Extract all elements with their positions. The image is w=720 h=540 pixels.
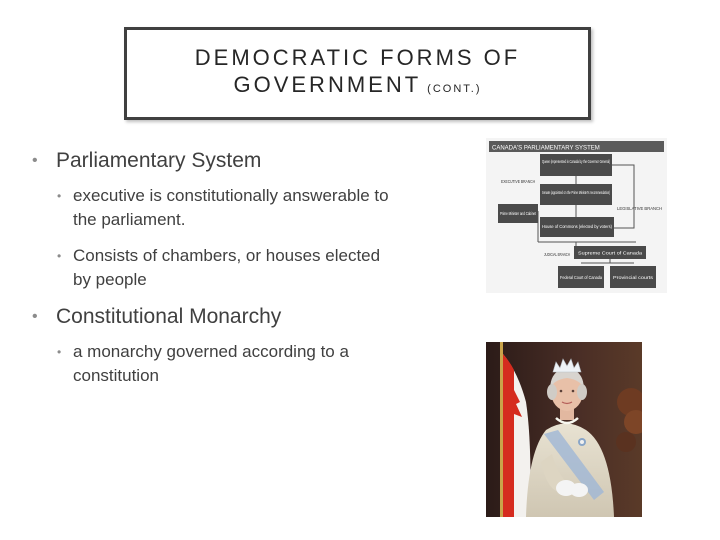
diagram-text-crown: Queen (represented in Canada by the Governor General) (542, 159, 611, 164)
bullet-dot: • (57, 345, 62, 359)
bullet-dot: • (57, 189, 62, 203)
slide-title-suffix: (CONT.) (427, 83, 482, 95)
bullet-text: Consists of chambers, or houses elected by people (73, 246, 381, 289)
slide-title-line1: DEMOCRATIC FORMS OF (194, 45, 521, 70)
diagram-text-commons: House of Commons (elected by voters) (542, 224, 613, 229)
queen-portrait-image (486, 342, 642, 517)
bullet-level1 (30, 304, 470, 330)
diagram-header: CANADA'S PARLIAMENTARY SYSTEM (492, 145, 600, 152)
slide-title-line2 (233, 71, 481, 103)
bullet-dot: • (32, 308, 38, 325)
diagram-text-pm: Prime Minister and Cabinet (500, 211, 537, 216)
diagram-label-judicial: JUDICIAL BRANCH (544, 252, 570, 257)
bullet-text: Constitutional Monarchy (56, 305, 282, 328)
diagram-text-supreme: Supreme Court of Canada (578, 250, 643, 256)
bullet-level1 (30, 148, 470, 174)
diagram-label-executive: EXECUTIVE BRANCH (501, 179, 535, 184)
bullet-level2 (30, 184, 393, 232)
bullet-text: a monarchy governed according to a constitution (73, 342, 349, 385)
diagram-text-provincial: Provincial courts (613, 275, 653, 280)
bullet-text: executive is constitutionally answerable to the parliament. (73, 186, 389, 229)
bullet-dot: • (32, 152, 38, 169)
bullet-text: Parliamentary System (56, 149, 262, 172)
bullet-dot: • (57, 249, 62, 263)
diagram-box-crown (540, 154, 612, 176)
diagram-text-federal: Federal Court of Canada (560, 275, 603, 280)
bullet-list (30, 148, 470, 400)
title-box (124, 27, 591, 120)
parliamentary-system-diagram (486, 138, 667, 293)
slide-title-main: GOVERNMENT (233, 72, 422, 97)
bullet-level2 (30, 244, 393, 292)
bullet-level2 (30, 340, 393, 388)
diagram-label-legislative: LEGISLATIVE BRANCH (617, 206, 662, 211)
diagram-text-senate: Senate (appointed on the Prime Minister's recommendation) (542, 190, 611, 195)
